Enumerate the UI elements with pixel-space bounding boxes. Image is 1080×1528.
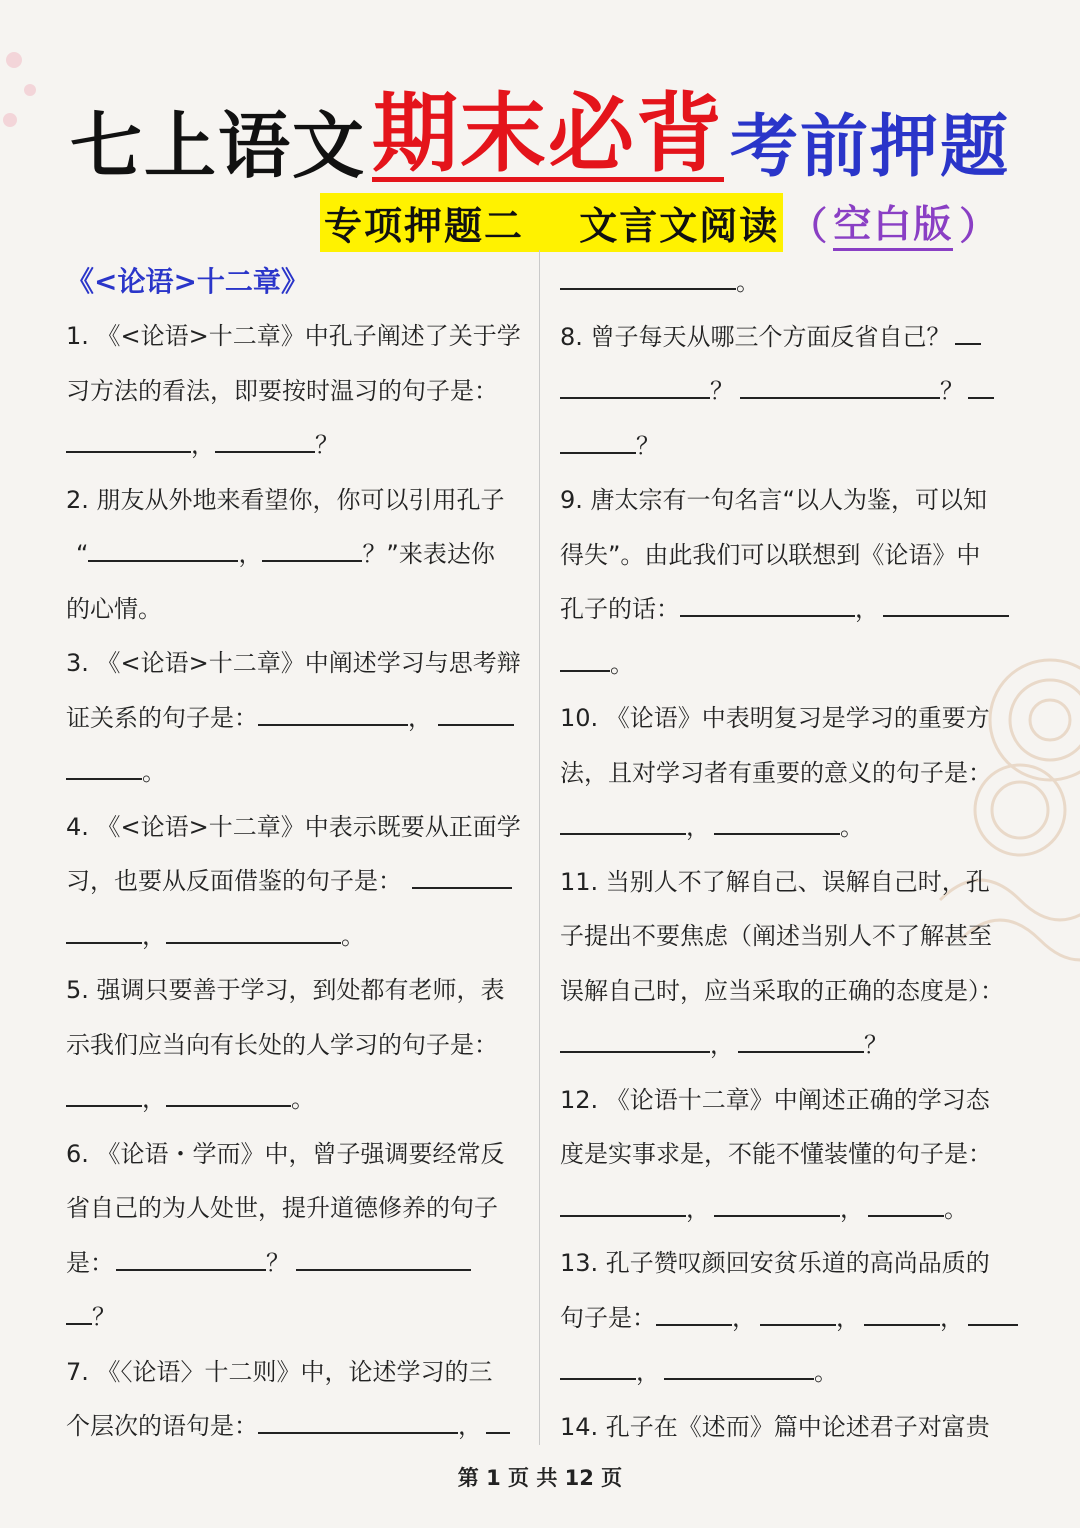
question-line: 4. 《<论语>十二章》中表示既要从正面学 [66,812,521,841]
answer-blank[interactable] [66,912,142,944]
answer-blank[interactable] [968,367,994,399]
page-number: 第 1 页 共 12 页 [457,1466,623,1490]
left-column [66,255,522,1454]
answer-line: 习，也要从反面借鉴的句子是： [66,854,522,909]
answer-line: ， 。 [560,1345,1016,1400]
answer-line: “ ， ？”来表达你 [66,527,522,582]
column-divider [539,250,540,1445]
question-line: 3. 《<论语>十二章》中阐述学习与思考辩 [66,649,521,677]
subtitle-paren-open: （ [789,203,828,248]
answer-line: ， 。 [66,909,522,964]
answer-line: 是： ？ [66,1236,522,1291]
title-exam: 考前押题 [730,108,1011,187]
answer-blank[interactable] [968,1294,1018,1326]
answer-line: ？ ？ [560,364,1016,419]
answer-blank[interactable] [116,1239,266,1271]
answer-blank[interactable] [296,1239,471,1271]
subtitle-version: 空白版 [833,193,953,251]
question-line: 12. 《论语十二章》中阐述正确的学习态 [560,1085,990,1114]
answer-blank[interactable] [262,530,362,562]
answer-blank[interactable] [66,748,142,780]
answer-blank[interactable] [560,258,736,290]
question-line: 得失”。由此我们可以联想到《论语》中 [560,540,981,569]
answer-blank[interactable] [215,421,315,453]
answer-line: ， ？ [66,418,522,473]
question-line: 示我们应当向有长处的人学习的句子是： [66,1030,498,1059]
answer-blank[interactable] [740,367,940,399]
question-line: 子提出不要焦虑（阐述当别人不了解甚至 [560,922,992,950]
page-title [0,82,1080,188]
answer-blank[interactable] [560,367,710,399]
answer-blank[interactable] [486,1402,510,1434]
question-line: 6. 《论语・学而》中，曾子强调要经常反 [66,1139,505,1168]
answer-blank[interactable] [66,1293,92,1325]
question-line: 省自己的为人处世，提升道德修养的句子 [66,1194,498,1222]
question-line: 13. 孔子赞叹颜回安贫乐道的高尚品质的 [560,1249,990,1277]
question-line: 7. 《〈论语〉十二则》中，论述学习的三 [66,1357,493,1386]
section-title: 《<论语>十二章》 [66,265,309,298]
answer-blank[interactable] [883,585,1009,617]
answer-blank[interactable] [560,1185,686,1217]
answer-blank[interactable] [664,1348,814,1380]
question-line: 1. 《<论语>十二章》中孔子阐述了关于学 [66,322,521,350]
answer-line: 证关系的句子是： ， [66,691,522,746]
subtitle [320,195,1003,249]
answer-line: 孔子的话： ， [560,582,1016,637]
question-line: 9. 唐太宗有一句名言“以人为鉴，可以知 [560,486,987,514]
question-line: 8. 曾子每天从哪三个方面反省自己？ [560,310,1016,365]
question-line: 11. 当别人不了解自己、误解自己时，孔 [560,867,990,896]
answer-blank[interactable] [166,912,341,944]
answer-blank[interactable] [66,1075,142,1107]
answer-blank[interactable] [88,530,238,562]
answer-line: ， 。 [560,800,1016,855]
answer-blank[interactable] [714,803,840,835]
answer-blank[interactable] [864,1294,940,1326]
question-line: 14. 孔子在《述而》篇中论述君子对富贵 [560,1412,990,1441]
answer-blank[interactable] [760,1294,836,1326]
title-grade: 七上语文 [69,104,366,188]
question-line: 法，且对学习者有重要的意义的句子是： [560,758,992,787]
question-line: 10. 《论语》中表明复习是学习的重要方 [560,704,990,732]
answer-blank[interactable] [412,857,512,889]
answer-line: ， 。 [66,1072,522,1127]
answer-line: 。 [560,255,1016,310]
question-line: 5. 强调只要善于学习，到处都有老师，表 [66,976,505,1004]
question-line: 2. 朋友从外地来看望你，你可以引用孔子 [66,485,505,514]
answer-line: ， ， 。 [560,1182,1016,1237]
answer-blank[interactable] [868,1185,944,1217]
answer-line: 。 [560,637,1016,692]
answer-line: 。 [66,745,522,800]
question-line: 的心情。 [66,594,162,623]
answer-line: ？ [66,1290,522,1345]
question-line: 度是实事求是，不能不懂装懂的句子是： [560,1140,992,1168]
answer-blank[interactable] [680,585,855,617]
answer-blank[interactable] [258,694,408,726]
answer-blank[interactable] [560,803,686,835]
answer-blank[interactable] [714,1185,840,1217]
answer-line: ？ [560,419,1016,474]
right-column [560,255,1016,1454]
question-line: 习方法的看法，即要按时温习的句子是： [66,376,498,405]
answer-blank[interactable] [738,1021,864,1053]
answer-blank[interactable] [66,421,191,453]
answer-blank[interactable] [560,640,610,672]
answer-blank[interactable] [656,1294,732,1326]
answer-blank[interactable] [560,1348,636,1380]
answer-blank[interactable] [560,422,636,454]
answer-blank[interactable] [955,313,981,345]
answer-blank[interactable] [258,1402,458,1434]
question-line: 误解自己时，应当采取的正确的态度是）： [560,976,1004,1005]
subtitle-topic: 专项押题二 文言文阅读 [320,193,783,252]
answer-blank[interactable] [438,694,514,726]
subtitle-paren-close: ） [959,203,998,248]
answer-blank[interactable] [560,1021,710,1053]
answer-line: 个层次的语句是： ， [66,1399,522,1454]
title-highlight: 期末必背 [372,84,724,184]
answer-line: ， ？ [560,1018,1016,1073]
answer-blank[interactable] [166,1075,291,1107]
answer-line: 句子是： ， ， ， [560,1291,1016,1346]
